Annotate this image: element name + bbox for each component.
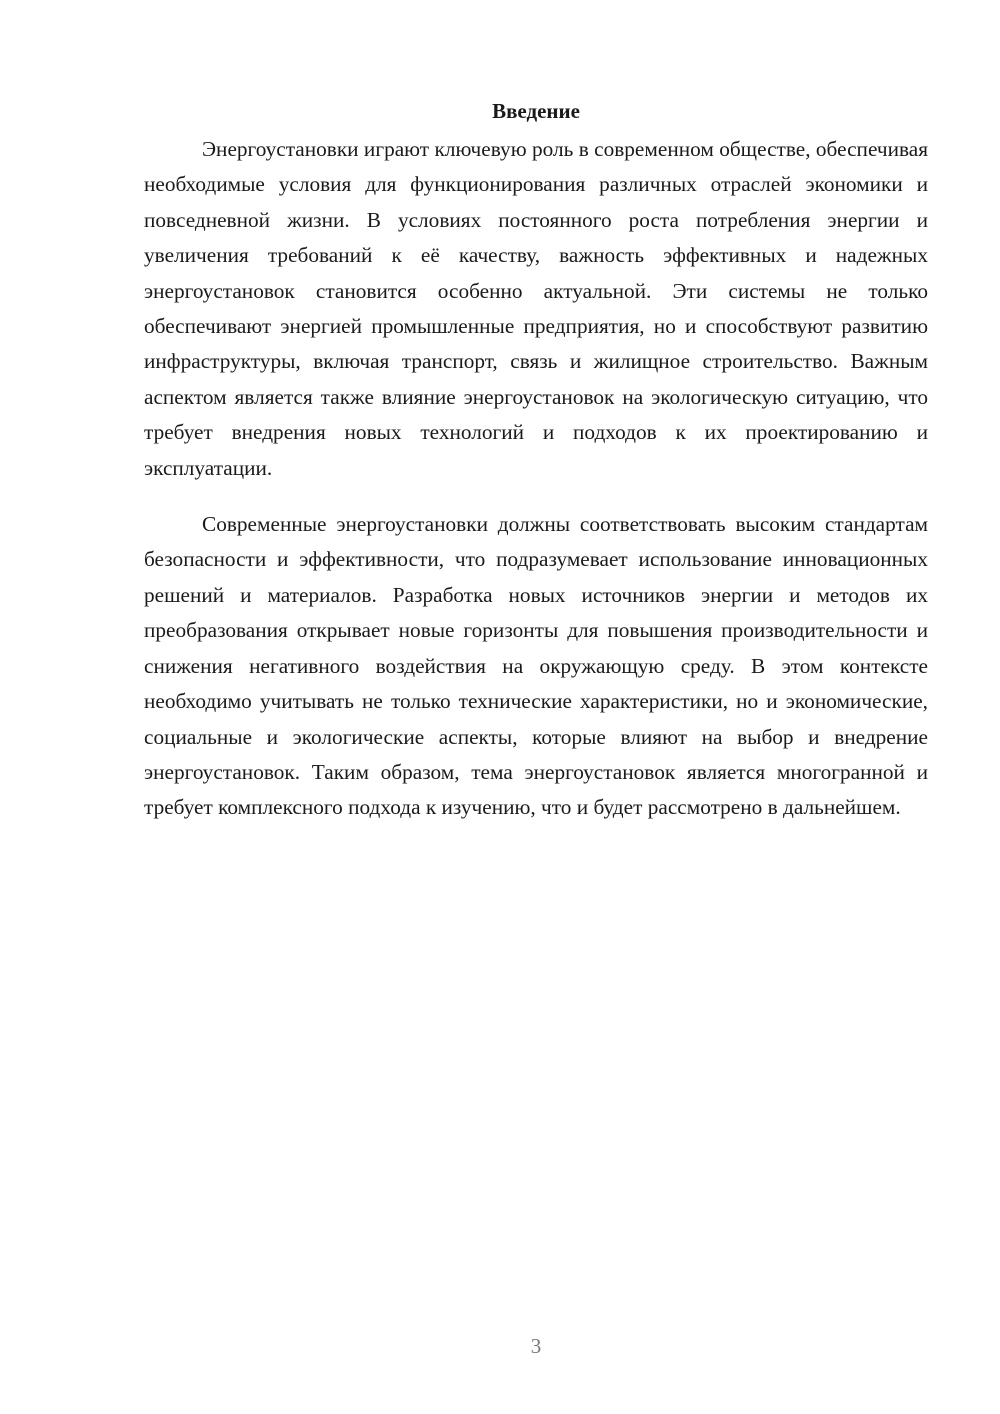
page-content (144, 96, 928, 826)
paragraph-2: Современные энергоустановки должны соответствовать высоким стандартам безопасности и эффективности, что подразумевает использование инновационных решений и материалов. Разработка новых источников энергии и методов их преобразования открывает новые горизонты для повышения производительности и снижения негативного воздействия на окружающую среду. В этом контексте необходимо учитывать не только технические характеристики, но и экономические, социальные и экологические аспекты, которые влияют на выбор и внедрение энергоустановок. Таким образом, тема энергоустановок является многогранной и требует комплексного подхода к изучению, что и будет рассмотрено в дальнейшем. (144, 512, 928, 820)
page-number: 3 (530, 1334, 542, 1358)
paragraph-1: Энергоустановки играют ключевую роль в современном обществе, обеспечивая необходимые условия для функционирования различных отраслей экономики и повседневной жизни. В условиях постоянного роста потребления энергии и увеличения требований к её качеству, важность эффективных и надежных энергоустановок становится особенно актуальной. Эти системы не только обеспечивают энергией промышленные предприятия, но и способствуют развитию инфраструктуры, включая транспорт, связь и жилищное строительство. Важным аспектом является также влияние энергоустановок на экологическую ситуацию, что требует внедрения новых технологий и подходов к их проектированию и эксплуатации. (144, 137, 928, 480)
section-title: Введение (492, 99, 580, 123)
